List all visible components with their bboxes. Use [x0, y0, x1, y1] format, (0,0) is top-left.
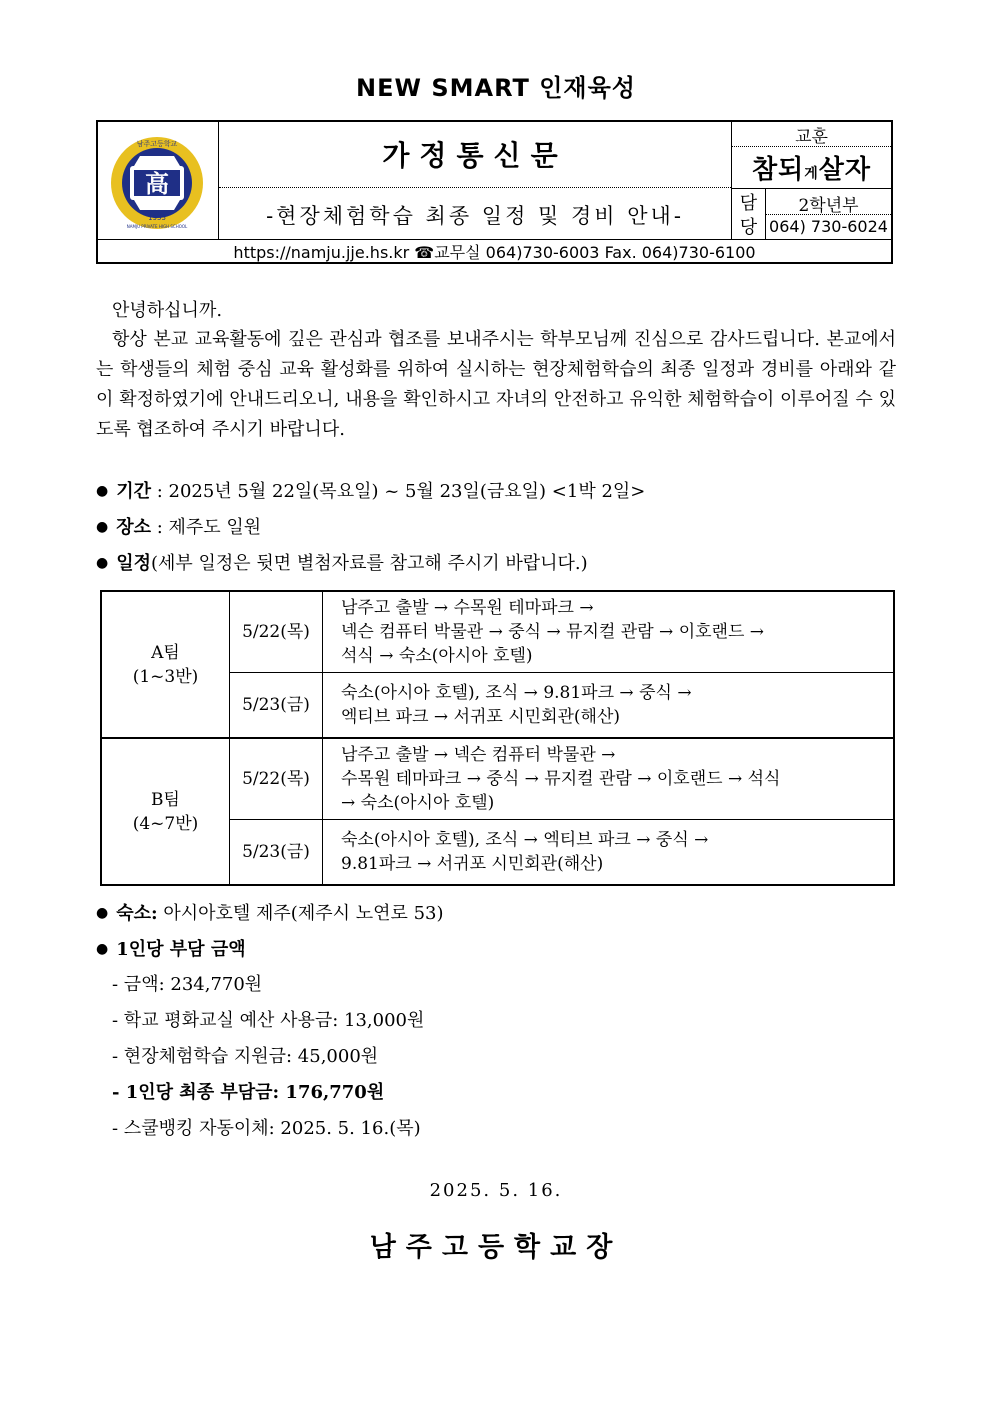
department-phone: 064) 730-6024 [769, 217, 888, 236]
plan-line: 엑티브 파크 → 서귀포 시민회관(해산) [341, 706, 621, 727]
motto-label: 교훈 [795, 127, 828, 147]
schedule-table [100, 590, 895, 886]
contact-cell [732, 188, 891, 239]
lodging-label: 숙소: [116, 903, 158, 924]
date-cell: 5/22(목) [230, 591, 323, 672]
place-label: 장소 [116, 517, 151, 538]
cost-item-final: - 1인당 최종 부담금: 176,770원 [112, 1082, 385, 1103]
plan-cell [323, 819, 895, 885]
document-title: 가정통신문 [382, 139, 568, 172]
cost-item-subsidy: - 현장체험학습 지원금: 45,000원 [112, 1046, 379, 1067]
date-cell: 5/22(목) [230, 738, 323, 819]
intro-paragraph [96, 325, 896, 445]
intro-text: 항상 본교 교육활동에 깊은 관심과 협조를 보내주시는 학부모님께 진심으로 감사드립니다. 본교에서는 학생들의 체험 중심 교육 활성화를 위하여 실시하는 현장체험학습의 최종 일정과 경비를 아래와 같이 확정하였기에 안내드리오니, 내용을 확인하시고 자녀의 안전하고 유익한 체험학습이 이루어질 수 있도록 협조하여 주시기 바랍니다. [96, 329, 896, 440]
table-row [101, 738, 894, 819]
place-value: : 제주도 일원 [151, 517, 262, 538]
department-divider [766, 214, 891, 215]
principal-signature: 남주고등학교장 [369, 1232, 623, 1263]
period-value: : 2025년 5월 22일(목요일) ~ 5월 23일(금요일) <1박 2일> [151, 481, 646, 502]
team-a-cell [101, 591, 230, 738]
lodging-bullet: ● 숙소: 아시아호텔 제주(제주시 노연로 53) [96, 903, 444, 924]
motto-part-c: 살자 [818, 155, 871, 185]
lodging-value: 아시아호텔 제주(제주시 노연로 53) [157, 903, 444, 924]
damdang-column [732, 189, 766, 239]
date-cell: 5/23(금) [230, 819, 323, 885]
cost-item-school-budget: - 학교 평화교실 예산 사용금: 13,000원 [112, 1010, 425, 1031]
schedule-bullet: ● 일정(세부 일정은 뒷면 별첨자료를 참고해 주시기 바랍니다.) [96, 553, 588, 574]
motto-divider [732, 146, 891, 147]
motto-text [732, 149, 891, 186]
plan-line: 9.81파크 → 서귀포 시민회관(해산) [341, 853, 604, 874]
team-b-classes: (4~7반) [132, 813, 199, 834]
logo-center-char: 高 [145, 169, 169, 198]
period-bullet: ● 기간 : 2025년 5월 22일(목요일) ~ 5월 23일(금요일) <1박 2일> [96, 481, 646, 502]
title-cell [219, 122, 732, 239]
plan-line: 남주고 출발 → 넥슨 컴퓨터 박물관 → [341, 744, 616, 765]
schedule-label: 일정 [116, 553, 151, 574]
logo-year: 1955 [148, 214, 166, 222]
table-row [101, 591, 894, 672]
cost-item-amount: - 금액: 234,770원 [112, 974, 263, 995]
plan-line: 넥슨 컴퓨터 박물관 → 중식 → 뮤지컬 관람 → 이호랜드 → [341, 621, 765, 642]
period-label: 기간 [116, 481, 151, 502]
motto-part-a: 참되 [752, 155, 805, 185]
plan-line: → 숙소(아시아 호텔) [341, 792, 495, 813]
plan-cell [323, 672, 895, 738]
schedule-note: (세부 일정은 뒷면 별첨자료를 참고해 주시기 바랍니다.) [151, 553, 588, 574]
logo-top-text: 남주고등학교 [136, 140, 178, 148]
team-b-name: B팀 [151, 789, 180, 810]
issue-date: 2025. 5. 16. [429, 1180, 563, 1201]
document-subtitle: -현장체험학습 최종 일정 및 경비 안내- [266, 204, 684, 228]
team-b-cell [101, 738, 230, 885]
header-box [96, 120, 893, 264]
cost-label: 1인당 부담 금액 [116, 939, 246, 960]
plan-line: 수목원 테마파크 → 중식 → 뮤지컬 관람 → 이호랜드 → 석식 [341, 768, 781, 789]
contact-info-line: https://namju.jje.hs.kr ☎교무실 064)730-6003 Fax. 064)730-6100 [98, 239, 891, 265]
plan-line: 숙소(아시아 호텔), 조식 → 엑티브 파크 → 중식 → [341, 829, 709, 850]
team-a-name: A팀 [151, 642, 180, 663]
plan-line: 남주고 출발 → 수목원 테마파크 → [341, 597, 594, 618]
top-slogan: NEW SMART 인재육성 [356, 74, 636, 102]
logo-bottom-text: NAMJU PRIVATE HIGH SCHOOL [126, 224, 188, 229]
damdang-char-1: 담 [739, 193, 758, 214]
title-divider [219, 187, 731, 188]
cost-item-transfer: - 스쿨뱅킹 자동이체: 2025. 5. 16.(목) [112, 1118, 421, 1139]
date-cell: 5/23(금) [230, 672, 323, 738]
plan-cell [323, 738, 895, 819]
team-a-classes: (1~3반) [132, 666, 199, 687]
cost-bullet: ● 1인당 부담 금액 [96, 939, 246, 960]
school-logo [110, 136, 204, 230]
plan-cell [323, 591, 895, 672]
plan-line: 석식 → 숙소(아시아 호텔) [341, 645, 533, 666]
department: 2학년부 [798, 196, 859, 216]
damdang-char-2: 당 [739, 217, 758, 238]
motto-cell [732, 122, 891, 188]
logo-cell [98, 122, 219, 239]
greeting: 안녕하십니까. [112, 300, 223, 321]
plan-line: 숙소(아시아 호텔), 조식 → 9.81파크 → 중식 → [341, 682, 692, 703]
motto-part-b: 게 [804, 166, 819, 182]
place-bullet: ● 장소 : 제주도 일원 [96, 517, 262, 538]
